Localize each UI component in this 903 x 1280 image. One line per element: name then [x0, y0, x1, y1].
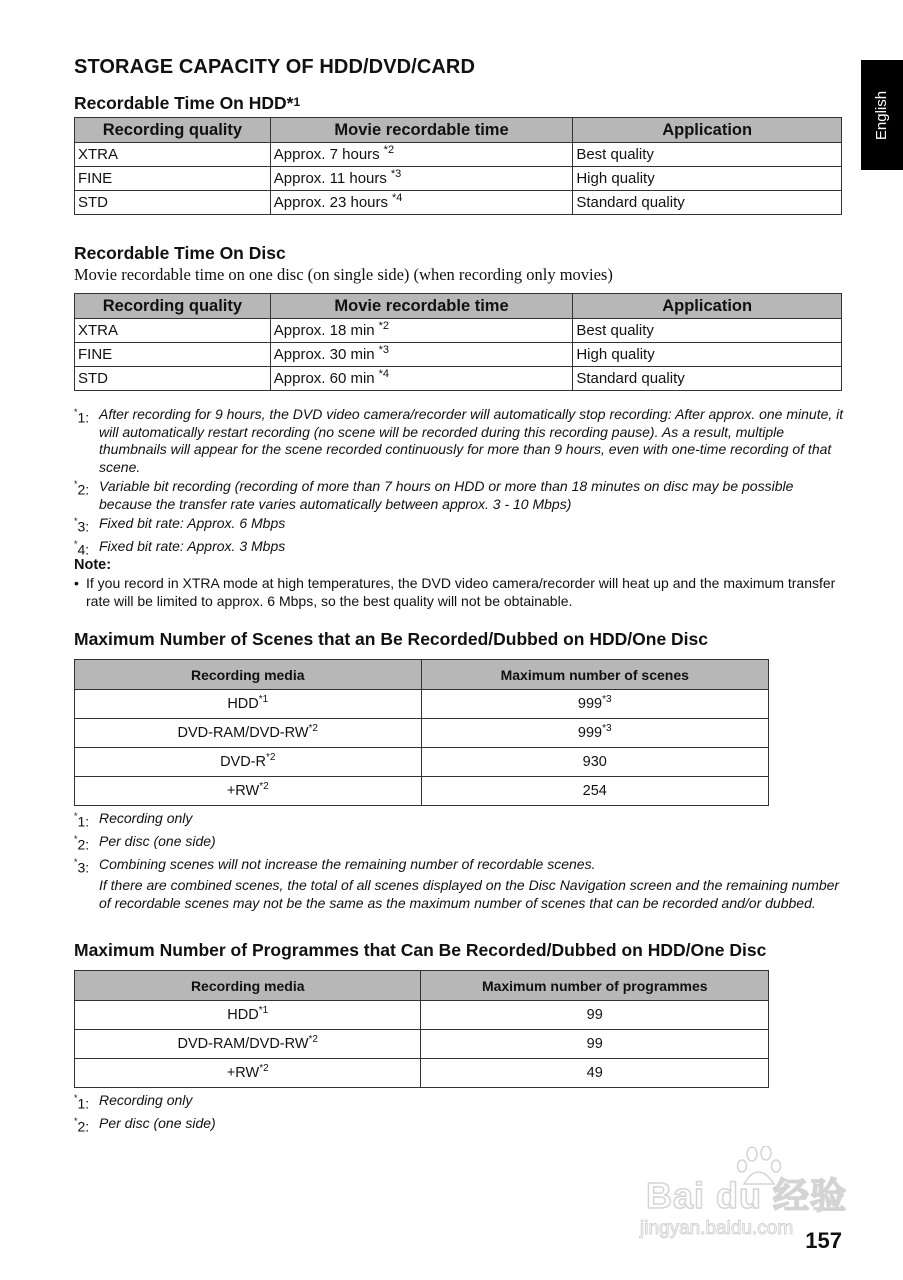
- hdd-recordable-time-table: [74, 117, 842, 215]
- recording-time-footnotes: [74, 406, 844, 561]
- application-cell: High quality: [573, 167, 842, 191]
- table-header-row: [75, 118, 842, 143]
- time-cell: [270, 143, 573, 167]
- header-movie-recordable-time: Movie recordable time: [270, 294, 573, 319]
- table-row: [75, 191, 842, 215]
- value-cell: 999$^{*3}$: [421, 690, 769, 719]
- table-header-row: [75, 660, 769, 690]
- header-application: Application: [573, 294, 842, 319]
- application-cell: Best quality: [573, 319, 842, 343]
- footnote: *1: Recording only: [74, 810, 844, 831]
- table-row: [75, 319, 842, 343]
- footnote: *1: Recording only: [74, 1092, 844, 1113]
- footnote-ref: *1: [258, 1005, 269, 1016]
- table-header-row: [75, 971, 769, 1001]
- watermark-url: jingyan.baidu.com: [640, 1218, 794, 1239]
- media-cell: DVD-RAM/DVD-RW$^{*2}$: [75, 719, 422, 748]
- table-header-row: [75, 294, 842, 319]
- footnote-ref: *3: [390, 168, 402, 180]
- media-cell: HDD$^{*1}$: [75, 1001, 421, 1030]
- footnote-mark: *3:: [74, 516, 90, 535]
- header-max-scenes: Maximum number of scenes: [421, 660, 769, 690]
- footnote-text: Fixed bit rate: Approx. 3 Mbps: [99, 538, 286, 555]
- footnote-text: Recording only: [99, 1092, 193, 1108]
- time-cell: [270, 343, 573, 367]
- value-cell: 999$^{*3}$: [421, 719, 769, 748]
- media-cell: DVD-$R^{*2}$: [75, 748, 422, 777]
- table-row: [75, 1030, 769, 1059]
- table-row: [75, 167, 842, 191]
- table-row: [75, 690, 769, 719]
- table-row: [75, 777, 769, 806]
- header-recording-media: Recording media: [75, 660, 422, 690]
- quality-cell: STD: [75, 191, 271, 215]
- time-cell: [270, 367, 573, 391]
- header-recording-quality: Recording quality: [75, 294, 271, 319]
- header-movie-recordable-time: Movie recordable time: [270, 118, 573, 143]
- time-value: Approx. 7 hours: [273, 146, 380, 163]
- media-cell: DVD-RAM/DVD-RW$^{*2}$: [75, 1030, 421, 1059]
- page-number: 157: [805, 1228, 842, 1253]
- footnote-ref: *3: [602, 694, 612, 705]
- time-value: Approx. 23 hours: [273, 194, 389, 211]
- quality-cell: FINE: [75, 167, 271, 191]
- footnote-mark: *2:: [74, 479, 90, 498]
- header-application: Application: [573, 118, 842, 143]
- footnote-ref: *2: [259, 781, 269, 792]
- baidu-watermark: [640, 1140, 860, 1240]
- application-cell: Standard quality: [573, 367, 842, 391]
- time-value: Approx. 60 min: [273, 370, 375, 387]
- time-cell: [270, 167, 573, 191]
- time-value: Approx. 11 hours: [273, 170, 387, 187]
- max-scenes-table: [74, 659, 769, 806]
- time-value: Approx. 30 min: [273, 346, 375, 363]
- note-text: If you record in XTRA mode at high temperatures, the DVD video camera/recorder will heat up and the maximum transfer rate will be limited to approx. 6 Mbps, so the best quality will not be obtainable.: [86, 575, 836, 609]
- language-tab: [861, 60, 903, 170]
- table-row: [75, 748, 769, 777]
- disc-section-heading: Recordable Time On Disc: [74, 243, 286, 263]
- value-cell: 49: [421, 1059, 769, 1088]
- max-programmes-table: [74, 970, 769, 1088]
- footnote-text: Per disc (one side): [99, 833, 216, 850]
- hdd-heading-footnote-ref: 1: [293, 95, 301, 109]
- application-cell: Standard quality: [573, 191, 842, 215]
- footnote: *3: Combining scenes will not increase the remaining number of recordable scenes.: [74, 856, 844, 877]
- hdd-section-heading: [74, 93, 300, 114]
- programmes-section-heading: Maximum Number of Programmes that Can Be Recorded/Dubbed on HDD/One Disc: [74, 940, 767, 960]
- footnote-ref: *1: [258, 694, 269, 705]
- footnote-text: Combining scenes will not increase the remaining number of recordable scenes.: [99, 856, 596, 873]
- time-value: Approx. 18 min: [273, 322, 375, 339]
- footnote-mark: *4:: [74, 539, 90, 558]
- value-cell: 99: [421, 1030, 769, 1059]
- footnote-text: After recording for 9 hours, the DVD video camera/recorder will automatically stop recording: After approx. one minute, it will automatically restart recording (no scene will be recorded during this recording pause). As a result, multiple thumbnails will appear for the scene recorded continuously for more than 9 hours, even with one-time recording of that scene.: [99, 406, 844, 475]
- scenes-section-heading: Maximum Number of Scenes that an Be Recorded/Dubbed on HDD/One Disc: [74, 629, 708, 649]
- table-row: [75, 1001, 769, 1030]
- table-row: [75, 367, 842, 391]
- footnote-text: Per disc (one side): [99, 1115, 216, 1132]
- media-cell: $+RW^{*2}$: [75, 1059, 421, 1088]
- footnote-ref: *3: [378, 344, 390, 356]
- disc-recordable-time-table: [74, 293, 842, 391]
- footnote-text: If there are combined scenes, the total of all scenes displayed on the Disc Navigation screen and the remaining number of recordable scenes may not be the same as the maximum number of scenes that can be recorded and/or dubbed.: [99, 877, 840, 911]
- hdd-heading-text: Recordable Time On HDD*: [74, 93, 294, 113]
- footnote: *2: Per disc (one side): [74, 833, 844, 854]
- quality-cell: XTRA: [75, 143, 271, 167]
- footnote-ref: *2: [308, 1034, 318, 1045]
- footnote-text: Recording only: [99, 810, 193, 826]
- media-cell: HDD$^{*1}$: [75, 690, 422, 719]
- language-tab-label: English: [873, 90, 891, 140]
- footnote: [74, 478, 844, 513]
- footnote-ref: *4: [378, 368, 390, 380]
- header-recording-quality: Recording quality: [75, 118, 271, 143]
- note-heading: Note:: [74, 557, 112, 573]
- header-max-programmes: Maximum number of programmes: [421, 971, 769, 1001]
- table-row: [75, 343, 842, 367]
- footnote-ref: *4: [392, 192, 403, 204]
- footnote: [74, 515, 844, 536]
- time-cell: [270, 191, 573, 215]
- disc-section-subtitle: Movie recordable time on one disc (on single side) (when recording only movies): [74, 265, 613, 284]
- footnote: [74, 406, 844, 476]
- table-row: [75, 719, 769, 748]
- media-cell: $+RW^{*2}$: [75, 777, 422, 806]
- footnote-ref: *2: [378, 320, 390, 332]
- footnote-ref: *2: [308, 723, 318, 734]
- quality-cell: XTRA: [75, 319, 271, 343]
- note-bullet: [74, 575, 844, 610]
- footnote-text: Variable bit recording (recording of more than 7 hours on HDD or more than 18 minutes on disc may be possible because the transfer rate varies automatically between approx. 3 - 10 Mbps): [99, 478, 794, 512]
- footnote-ref: *2: [383, 144, 395, 156]
- footnote-ref: *2: [265, 752, 276, 763]
- bullet-icon: •: [74, 575, 79, 591]
- time-cell: [270, 319, 573, 343]
- application-cell: High quality: [573, 343, 842, 367]
- footnote-ref: *2: [259, 1063, 269, 1074]
- page-title: STORAGE CAPACITY OF HDD/DVD/CARD: [74, 56, 476, 78]
- value-cell: 254: [421, 777, 769, 806]
- value-cell: 99: [421, 1001, 769, 1030]
- footnote-continuation: [74, 877, 844, 912]
- footnote-text: Fixed bit rate: Approx. 6 Mbps: [99, 515, 286, 531]
- quality-cell: STD: [75, 367, 271, 391]
- quality-cell: FINE: [75, 343, 271, 367]
- value-cell: 930: [421, 748, 769, 777]
- footnote: *2: Per disc (one side): [74, 1115, 844, 1136]
- table-row: [75, 143, 842, 167]
- watermark-logo: Bai du 经验: [646, 1175, 848, 1216]
- footnote-mark: *1:: [74, 407, 90, 426]
- application-cell: Best quality: [573, 143, 842, 167]
- table-row: [75, 1059, 769, 1088]
- footnote-ref: *3: [602, 723, 612, 734]
- programmes-footnotes: [74, 1092, 844, 1138]
- scenes-footnotes: [74, 810, 844, 914]
- header-recording-media: Recording media: [75, 971, 421, 1001]
- footnote: [74, 538, 844, 559]
